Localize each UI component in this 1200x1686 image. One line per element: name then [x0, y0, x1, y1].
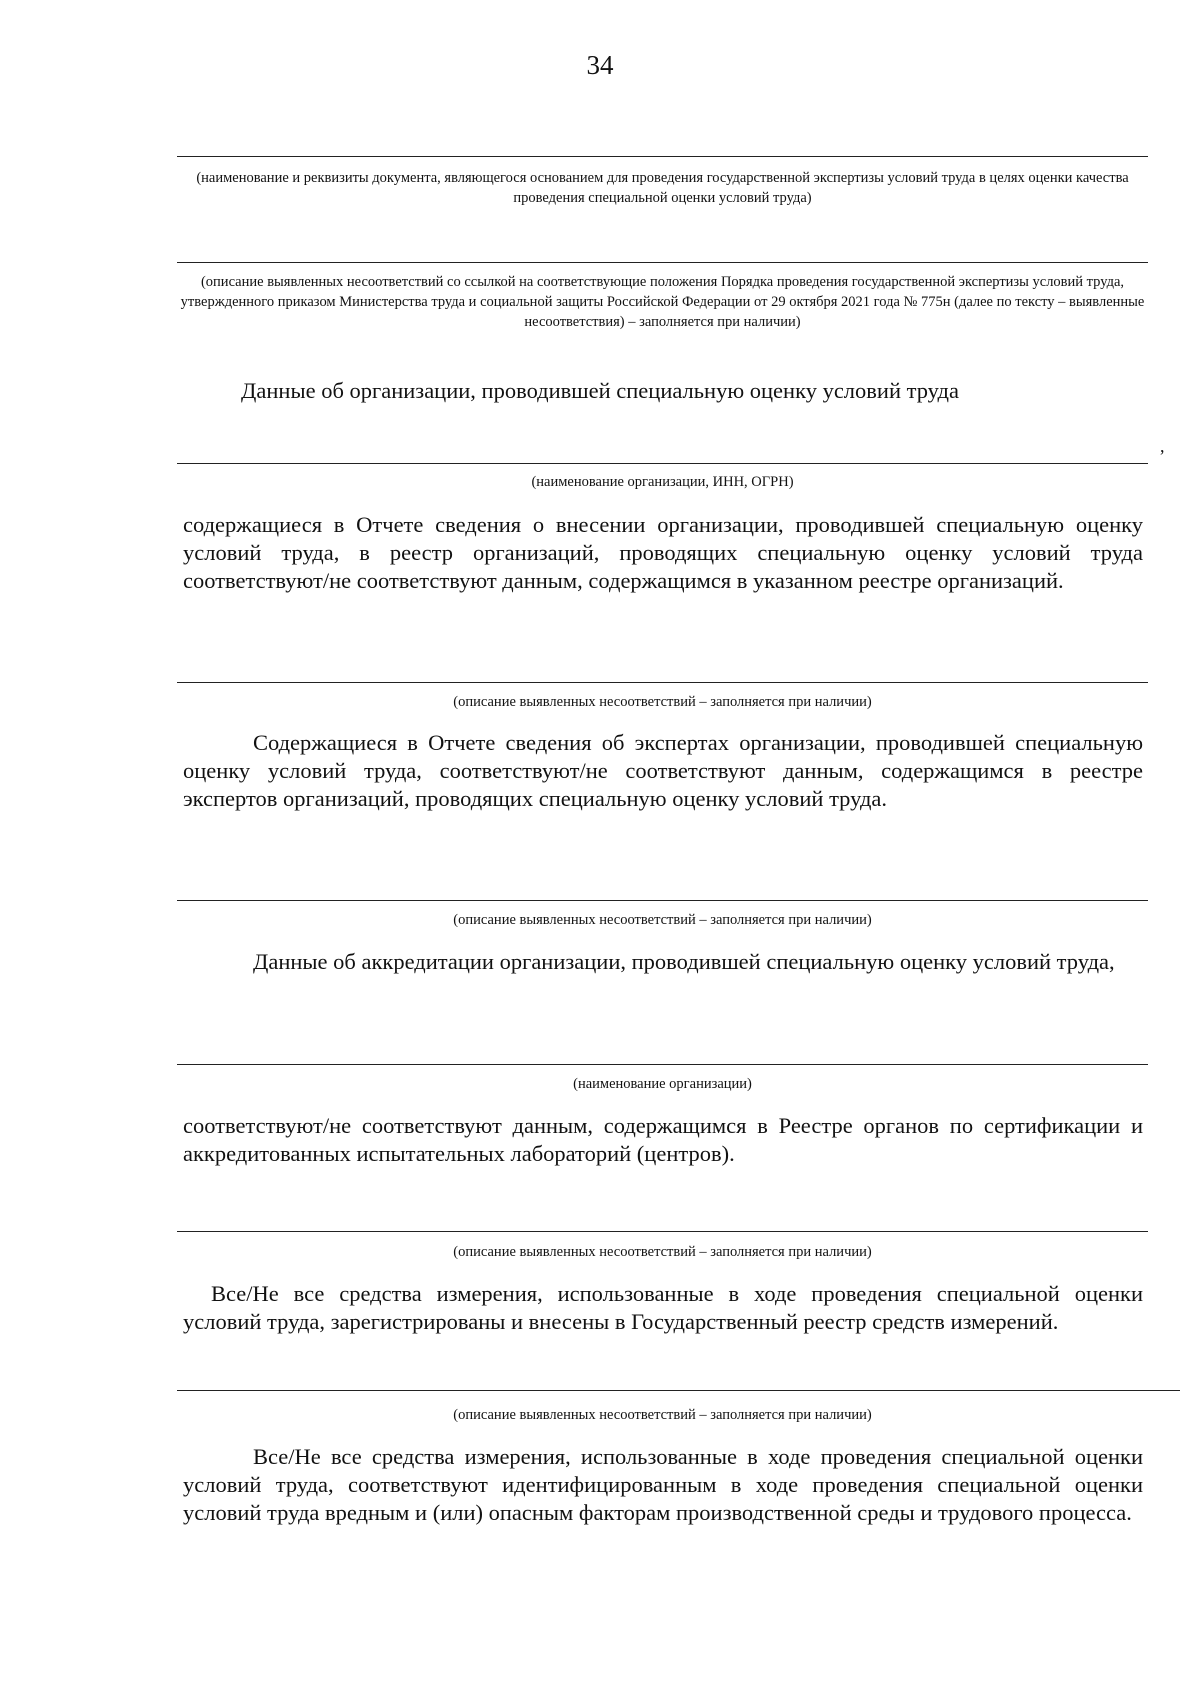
- caption-nonconformities-3: (описание выявленных несоответствий – заполняется при наличии): [453, 1244, 872, 1260]
- caption-nonconformities-2: (описание выявленных несоответствий – заполняется при наличии): [453, 912, 872, 928]
- fill-line-document[interactable]: [177, 156, 1148, 157]
- paragraph-accreditation-registry: соответствуют/не соответствуют данным, содержащимся в Реестре органов по сертификации и аккредитованных испытательных лабораторий (центров).: [183, 1113, 1143, 1166]
- caption-nonconformities-1: (описание выявленных несоответствий – заполняется при наличии): [453, 694, 872, 710]
- caption-org-name-inn-ogrn: (наименование организации, ИНН, ОГРН): [531, 474, 794, 490]
- fill-line-nonconformities-2[interactable]: [177, 900, 1148, 901]
- paragraph-registry-info: содержащиеся в Отчете сведения о внесении организации, проводившей специальную оценку условий труда, в реестр организаций, проводящих специальную оценку условий труда соответствуют/не соответствуют данным, содержащимся в указанном реестре организаций.: [183, 512, 1143, 593]
- fill-line-nonconformities-main[interactable]: [177, 262, 1148, 263]
- fill-line-nonconformities-1[interactable]: [177, 682, 1148, 683]
- paragraph-measuring-factors: Все/Не все средства измерения, использованные в ходе проведения специальной оценки условий труда, соответствуют идентифицированным в ходе проведения специальной оценки условий труда вредным и (или) опасным факторам производственной среды и трудового процесса.: [183, 1444, 1143, 1525]
- caption-nonconformities-main: (описание выявленных несоответствий со ссылкой на соответствующие положения Порядка проведения государственной экспертизы условий труда, утвержденного приказом Министерства труда и социальной защиты Российской Федерации от 29 октября 2021 года № 775н (далее по тексту – выявленные несоответствия) – заполняется при наличии): [180, 274, 1145, 330]
- page-number: 34: [586, 50, 614, 80]
- section-heading-organization: Данные об организации, проводившей специальную оценку условий труда: [241, 378, 959, 403]
- caption-document: (наименование и реквизиты документа, являющегося основанием для проведения государственной экспертизы условий труда в целях оценки качества проведения специальной оценки условий труда): [196, 170, 1129, 206]
- fill-line-org-name[interactable]: [177, 1064, 1148, 1065]
- paragraph-measuring-registered: Все/Не все средства измерения, использованные в ходе проведения специальной оценки условий труда, зарегистрированы и внесены в Государственный реестр средств измерений.: [183, 1281, 1143, 1334]
- fill-line-org-name-inn-ogrn[interactable]: [177, 463, 1148, 464]
- paragraph-accreditation: Данные об аккредитации организации, проводившей специальную оценку условий труда,: [253, 949, 1115, 974]
- paragraph-experts: Содержащиеся в Отчете сведения об экспертах организации, проводившей специальную оценку условий труда, соответствуют/не соответствуют данным, содержащимся в реестре экспертов организаций, проводящих специальную оценку условий труда.: [183, 730, 1143, 811]
- caption-org-name: (наименование организации): [573, 1076, 752, 1092]
- fill-line-nonconformities-4[interactable]: [177, 1390, 1180, 1391]
- fill-line-nonconformities-3[interactable]: [177, 1231, 1148, 1232]
- stray-comma-mark: ,: [1160, 436, 1165, 456]
- caption-nonconformities-4: (описание выявленных несоответствий – заполняется при наличии): [453, 1407, 872, 1423]
